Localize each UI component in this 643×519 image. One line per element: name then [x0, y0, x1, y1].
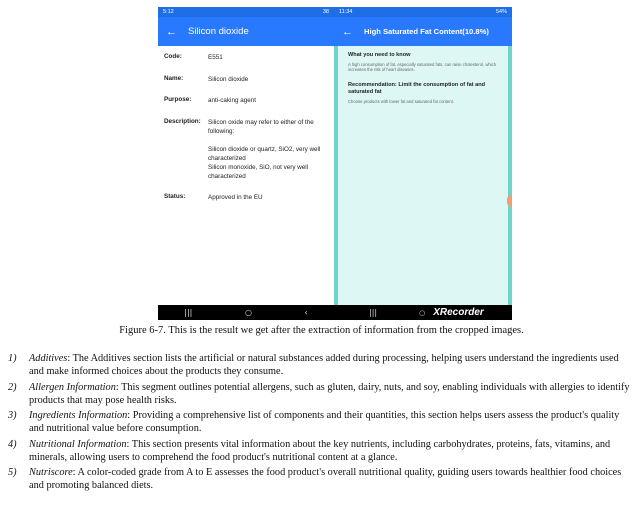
field-value: anti-caking agent	[208, 97, 256, 104]
list-text: : This segment outlines potential allergens, such as gluten, dairy, nuts, and soy, enabling individuals with allergies to identify products that may pose health risks.	[29, 381, 630, 406]
list-term: Nutriscore	[29, 467, 73, 479]
field-value: E551	[208, 54, 223, 61]
list-text: : A color-coded grade from A to E assesses the food product's overall nutritional quality, guiding users towards healthier food choices and promoting balanced diets.	[29, 467, 622, 492]
nutrient-screenshot	[334, 7, 512, 320]
watermark-logo: XRecorder	[433, 307, 484, 318]
android-nav-bar	[158, 305, 334, 320]
home-icon[interactable]: ○	[244, 308, 252, 317]
field-description	[164, 118, 328, 181]
status-time: 11:34	[339, 9, 353, 15]
back-arrow-icon[interactable]: ←	[342, 25, 353, 38]
list-term: Additives	[29, 353, 68, 364]
home-icon[interactable]: ○	[419, 308, 426, 317]
list-text: : The Additives section lists the artificial or natural substances added during processing, helping users understand the ingredients used and make informed choices about the products they consume.	[29, 353, 619, 377]
field-code	[164, 53, 328, 62]
status-bar	[334, 7, 512, 17]
status-indicators: 54%	[495, 9, 507, 15]
list-item	[8, 352, 636, 378]
field-name	[164, 75, 328, 84]
list-text: : Providing a comprehensive list of components and their quantities, this section helps users assess the product's quality and nutritional value before consumption.	[29, 410, 620, 435]
list-number: 5)	[8, 467, 17, 479]
list-term: Nutritional Information	[29, 438, 127, 450]
status-time: 5:12	[163, 9, 174, 15]
list-term: Allergen Information	[29, 381, 116, 393]
list-number: 4)	[8, 438, 17, 450]
list-item	[8, 381, 636, 407]
field-status	[164, 193, 328, 202]
screen-title: High Saturated Fat Content(10.8%)	[364, 27, 489, 36]
screen-title: Silicon dioxide	[188, 26, 249, 37]
additive-details	[158, 46, 334, 202]
list-number: 1)	[8, 353, 17, 364]
section-text: A high consumption of fat, especially saturated fats, can raise cholesterol, which increases the risk of heart diseases.	[348, 62, 497, 72]
floating-record-icon[interactable]	[507, 195, 512, 207]
list-item	[8, 409, 636, 435]
section-heading: What you need to know	[348, 52, 411, 58]
field-value: Approved in the EU	[208, 194, 263, 201]
field-purpose	[164, 96, 328, 105]
recent-apps-icon[interactable]: |||	[184, 308, 193, 317]
back-icon[interactable]: ‹	[304, 308, 308, 317]
back-arrow-icon[interactable]: ←	[166, 25, 177, 38]
recent-apps-icon[interactable]: |||	[369, 308, 378, 317]
additive-screenshot	[158, 7, 334, 320]
status-indicators: 38	[322, 9, 329, 15]
app-bar	[158, 17, 334, 46]
list-item	[8, 466, 636, 492]
feature-list	[8, 352, 636, 495]
list-item	[8, 438, 636, 464]
list-number: 2)	[8, 381, 17, 393]
section-text: Choose products with lower fat and saturated fat content.	[348, 99, 454, 104]
field-label: Description:	[164, 117, 201, 125]
field-label: Code:	[164, 53, 182, 60]
list-term: Ingredients Information	[29, 410, 128, 422]
app-bar	[334, 17, 512, 46]
info-card	[338, 46, 508, 305]
section-heading: Recommendation: Limit the consumption of fat and saturated fat	[348, 82, 486, 95]
android-nav-bar	[334, 305, 512, 320]
field-label: Purpose:	[164, 96, 192, 103]
field-value: Silicon dioxide	[208, 75, 249, 83]
list-text: : This section presents vital information about the key nutrients, including carbohydrates, proteins, fats, vitamins, and minerals, allowing users to comprehend the food product's nutritional content at a glance.	[29, 438, 611, 463]
field-value: Silicon oxide may refer to either of the following: Silicon dioxide or quartz, SiO2, very well characterized Silicon monoxide, SiO, not very well characterized	[208, 118, 321, 180]
field-label: Name:	[164, 74, 184, 82]
field-label: Status:	[164, 193, 186, 200]
status-bar	[158, 7, 334, 17]
figure-caption: Figure 6-7. This is the result we get after the extraction of information from the cropped images.	[119, 325, 524, 336]
list-number: 3)	[8, 410, 17, 422]
